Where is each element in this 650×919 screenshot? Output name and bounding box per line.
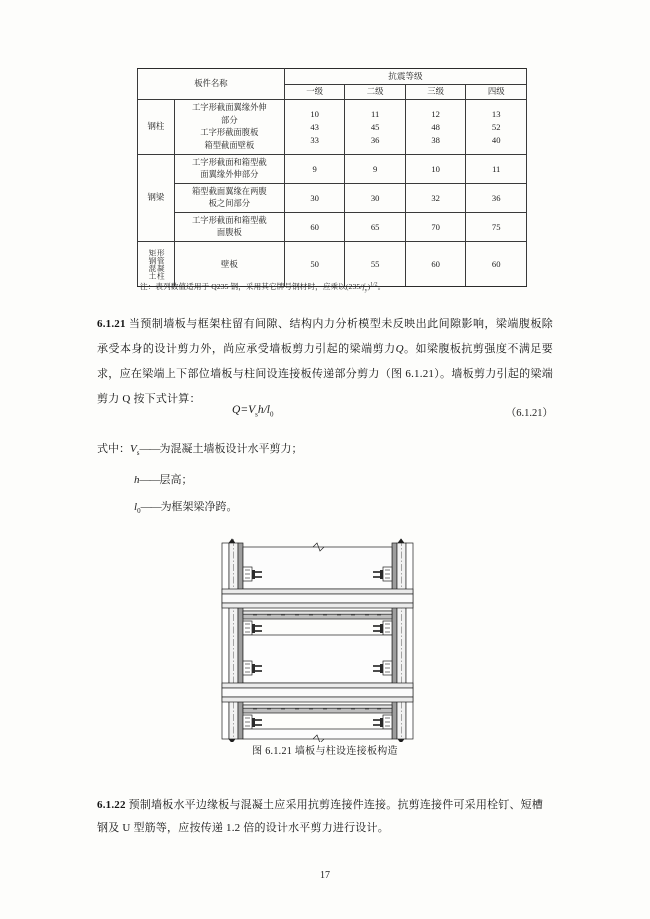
def-symbol-l0-sub: 0 bbox=[137, 507, 141, 516]
formula-expression bbox=[232, 404, 274, 418]
row-category-crfst-column bbox=[138, 242, 175, 287]
cell-value bbox=[284, 100, 345, 155]
table-note-end: 。 bbox=[377, 282, 386, 291]
value: 12 bbox=[431, 108, 440, 119]
header-level-3: 三级 bbox=[405, 84, 466, 100]
clause-6-1-21-paragraph bbox=[97, 312, 553, 412]
clause-6-1-21-symbol-q: Q bbox=[395, 343, 404, 355]
header-level-4: 四级 bbox=[466, 84, 527, 100]
vertical-label-right: 形管凝柱 bbox=[156, 248, 166, 280]
value: 43 bbox=[310, 121, 319, 132]
row-item-steel-beam-2 bbox=[174, 184, 284, 213]
row-item-steel-beam-3 bbox=[174, 213, 284, 242]
page-number: 17 bbox=[320, 870, 330, 881]
connection-detail-drawing bbox=[205, 537, 430, 742]
header-level-1: 一级 bbox=[284, 84, 345, 100]
cell-value: 60 bbox=[466, 242, 527, 287]
cell-value: 60 bbox=[284, 213, 345, 242]
cell-value: 9 bbox=[345, 154, 406, 183]
table-row-steel-beam-2 bbox=[138, 184, 527, 213]
item-line: 工字形截面和箱型截 bbox=[192, 216, 267, 226]
row-category-steel-column: 钢柱 bbox=[138, 100, 175, 155]
item-line: 部分 bbox=[221, 115, 238, 125]
table-header-row-1 bbox=[138, 69, 527, 85]
table-note bbox=[140, 281, 385, 294]
formula-l: l bbox=[266, 404, 270, 416]
value: 45 bbox=[370, 121, 380, 132]
clause-6-1-21-text-part2: 。如梁腹板抗剪强度不满足要求，应在梁端上下部位墙板与柱间设连接板传递部分剪力（图 6.1.21）。墙板剪力引起的梁端剪力 Q 按下式计算： bbox=[97, 343, 553, 405]
header-level-2: 二级 bbox=[345, 84, 406, 100]
figure-caption: 图 6.1.21 墙板与柱设连接板构造 bbox=[252, 746, 398, 757]
def-text-2: 层高； bbox=[159, 474, 193, 487]
value: 13 bbox=[491, 108, 501, 119]
table-row-steel-beam-3 bbox=[138, 213, 527, 242]
value: 40 bbox=[491, 134, 501, 145]
item-line: 工字形截面腹板 bbox=[200, 128, 259, 138]
cell-value: 75 bbox=[466, 213, 527, 242]
formula-q: Q bbox=[232, 404, 241, 416]
definition-item-3 bbox=[97, 494, 497, 525]
def-dash: —— bbox=[140, 501, 161, 514]
item-line: 箱型截面壁板 bbox=[204, 140, 255, 150]
value: 10 bbox=[310, 108, 319, 119]
def-text-1: 为混凝土墙板设计水平剪力； bbox=[159, 443, 303, 455]
formula-slash: / bbox=[263, 404, 267, 416]
row-item-steel-column bbox=[174, 100, 284, 155]
value: 48 bbox=[431, 121, 440, 132]
def-symbol-h: h bbox=[134, 474, 140, 487]
row-item-crfst-column: 壁板 bbox=[174, 242, 284, 287]
clause-6-1-21-number: 6.1.21 bbox=[97, 318, 126, 330]
def-dash: —— bbox=[139, 443, 160, 455]
header-plate-name: 板件名称 bbox=[138, 69, 285, 100]
formula-h: h bbox=[257, 404, 264, 416]
table-note-sub: y bbox=[364, 287, 368, 294]
clause-6-1-22-number: 6.1.22 bbox=[97, 799, 126, 811]
item-line: 面翼缘外伸部分 bbox=[200, 170, 259, 179]
cell-value: 32 bbox=[405, 184, 466, 213]
table-row-steel-column bbox=[138, 100, 527, 155]
cell-value: 65 bbox=[345, 213, 406, 242]
clause-6-1-22-paragraph bbox=[97, 794, 553, 840]
header-seismic-grade: 抗震等级 bbox=[284, 69, 526, 85]
figure-6-1-21 bbox=[205, 537, 430, 742]
cell-value: 30 bbox=[284, 184, 345, 213]
formula-l-sub: 0 bbox=[270, 410, 274, 419]
cell-value: 36 bbox=[466, 184, 527, 213]
def-text-3: 为框架梁净跨。 bbox=[160, 501, 238, 514]
item-line: 工字形截面和箱型截 bbox=[192, 157, 267, 167]
cell-value bbox=[345, 100, 406, 155]
table-note-prefix: 注：表列数值适用于 Q235 钢，采用其它牌号钢材时，应乘以(235/ bbox=[140, 282, 363, 291]
cell-value: 30 bbox=[345, 184, 406, 213]
item-line: 面腹板 bbox=[216, 228, 242, 238]
value: 52 bbox=[491, 121, 501, 132]
steel-plate-width-thickness-table bbox=[137, 68, 527, 287]
cell-value: 55 bbox=[345, 242, 406, 287]
vertical-label-left: 矩钢混土 bbox=[147, 248, 157, 280]
row-category-steel-beam: 钢梁 bbox=[138, 154, 175, 241]
formula-v-sub: s bbox=[255, 410, 258, 419]
equation-number: （6.1.21） bbox=[505, 408, 553, 419]
def-symbol-vs: V bbox=[130, 443, 137, 455]
table-note-exp: 1/2 bbox=[370, 281, 378, 288]
item-line: 工字形截面翼缘外伸 bbox=[192, 103, 267, 113]
spec-table bbox=[137, 68, 527, 287]
table-note-var: f bbox=[362, 282, 365, 291]
table-note-suffix: ) bbox=[367, 282, 371, 291]
value: 33 bbox=[310, 134, 319, 145]
clause-6-1-22-text: 预制墙板水平边缘板与混凝土应采用抗剪连接件连接。抗剪连接件可采用栓钉、短槽钢及 U 型筋等，应按传递 1.2 倍的设计水平剪力进行设计。 bbox=[97, 799, 544, 834]
symbol-definitions bbox=[97, 436, 497, 525]
value: 11 bbox=[371, 108, 380, 119]
cell-value bbox=[466, 100, 527, 155]
value: 36 bbox=[370, 134, 380, 145]
definition-item-2 bbox=[97, 467, 497, 494]
formula-equals: = bbox=[240, 404, 249, 416]
row-item-steel-beam-1 bbox=[174, 154, 284, 183]
cell-value: 9 bbox=[284, 154, 345, 183]
table-row-steel-beam-1 bbox=[138, 154, 527, 183]
cell-value: 60 bbox=[405, 242, 466, 287]
def-symbol-vs-sub: s bbox=[136, 449, 140, 458]
cell-value: 50 bbox=[284, 242, 345, 287]
item-line: 箱型截面翼缘在两腹 bbox=[192, 187, 267, 197]
definition-item-1 bbox=[97, 436, 497, 467]
formula-v: V bbox=[248, 404, 256, 416]
table-row-crfst-column bbox=[138, 242, 527, 287]
def-symbol-l0: l bbox=[134, 501, 138, 514]
cell-value: 10 bbox=[405, 154, 466, 183]
value: 38 bbox=[431, 134, 440, 145]
cell-value: 70 bbox=[405, 213, 466, 242]
cell-value: 11 bbox=[466, 154, 527, 183]
item-line: 板之间部分 bbox=[208, 199, 251, 209]
definitions-lead: 式中： bbox=[97, 443, 130, 455]
def-dash: —— bbox=[139, 474, 160, 487]
clause-6-1-21-text-part1: 当预制墙板与框架柱留有间隙、结构内力分析模型未反映出此间隙影响，梁端腹板除承受本身的设计剪力外，尚应承受墙板剪力引起的梁端剪力 bbox=[97, 318, 553, 355]
cell-value bbox=[405, 100, 466, 155]
